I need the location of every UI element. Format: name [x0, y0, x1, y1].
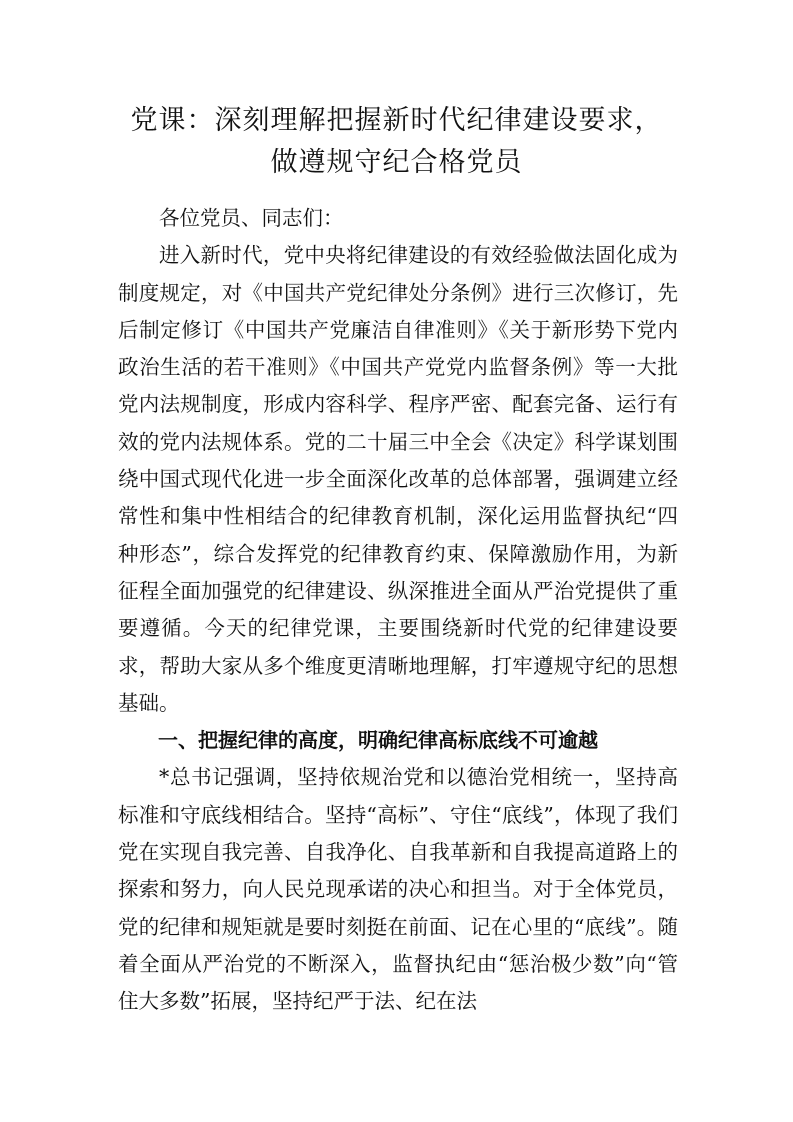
greeting: 各位党员、同志们： [159, 206, 344, 230]
document-title-line-1: 党课：深刻理解把握新时代纪律建设要求， [130, 105, 663, 136]
document-body [118, 200, 678, 1021]
paragraph-section-1: *总书记强调，坚持依规治党和以德治党相统一，坚持高标准和守底线相结合。坚持“高标”、守住“底线”，体现了我们党在实现自我完善、自我净化、自我革新和自我提高道路上的探索和努力，向人民兑现承诺的决心和担当。对于全体党员，党的纪律和规矩就是要时刻挺在前面、记在心里的“底线”。随着全面从严治党的不断深入，监督执纪由“惩治极少数”向“管住大多数”拓展，坚持纪严于法、纪在法 [118, 765, 678, 1014]
paragraph-intro: 进入新时代，党中央将纪律建设的有效经验做法固化成为制度规定，对《中国共产党纪律处分条例》进行三次修订，先后制定修订《中国共产党廉洁自律准则》《关于新形势下党内政治生活的若干准则》《中国共产党党内监督条例》等一大批党内法规制度，形成内容科学、程序严密、配套完备、运行有效的党内法规体系。党的二十届三中全会《决定》科学谋划围绕中国式现代化进一步全面深化改革的总体部署，强调建立经常性和集中性相结合的纪律教育机制，深化运用监督执纪“四种形态”，综合发挥党的纪律教育约束、保障激励作用，为新征程全面加强党的纪律建设、纵深推进全面从严治党提供了重要遵循。今天的纪律党课，主要围绕新时代党的纪律建设要求，帮助大家从多个维度更清晰地理解，打牢遵规守纪的思想基础。 [118, 243, 678, 715]
document-title-line-2: 做遵规守纪合格党员 [270, 147, 523, 178]
section-heading-1: 一、把握纪律的高度，明确纪律高标底线不可逾越 [158, 728, 598, 753]
